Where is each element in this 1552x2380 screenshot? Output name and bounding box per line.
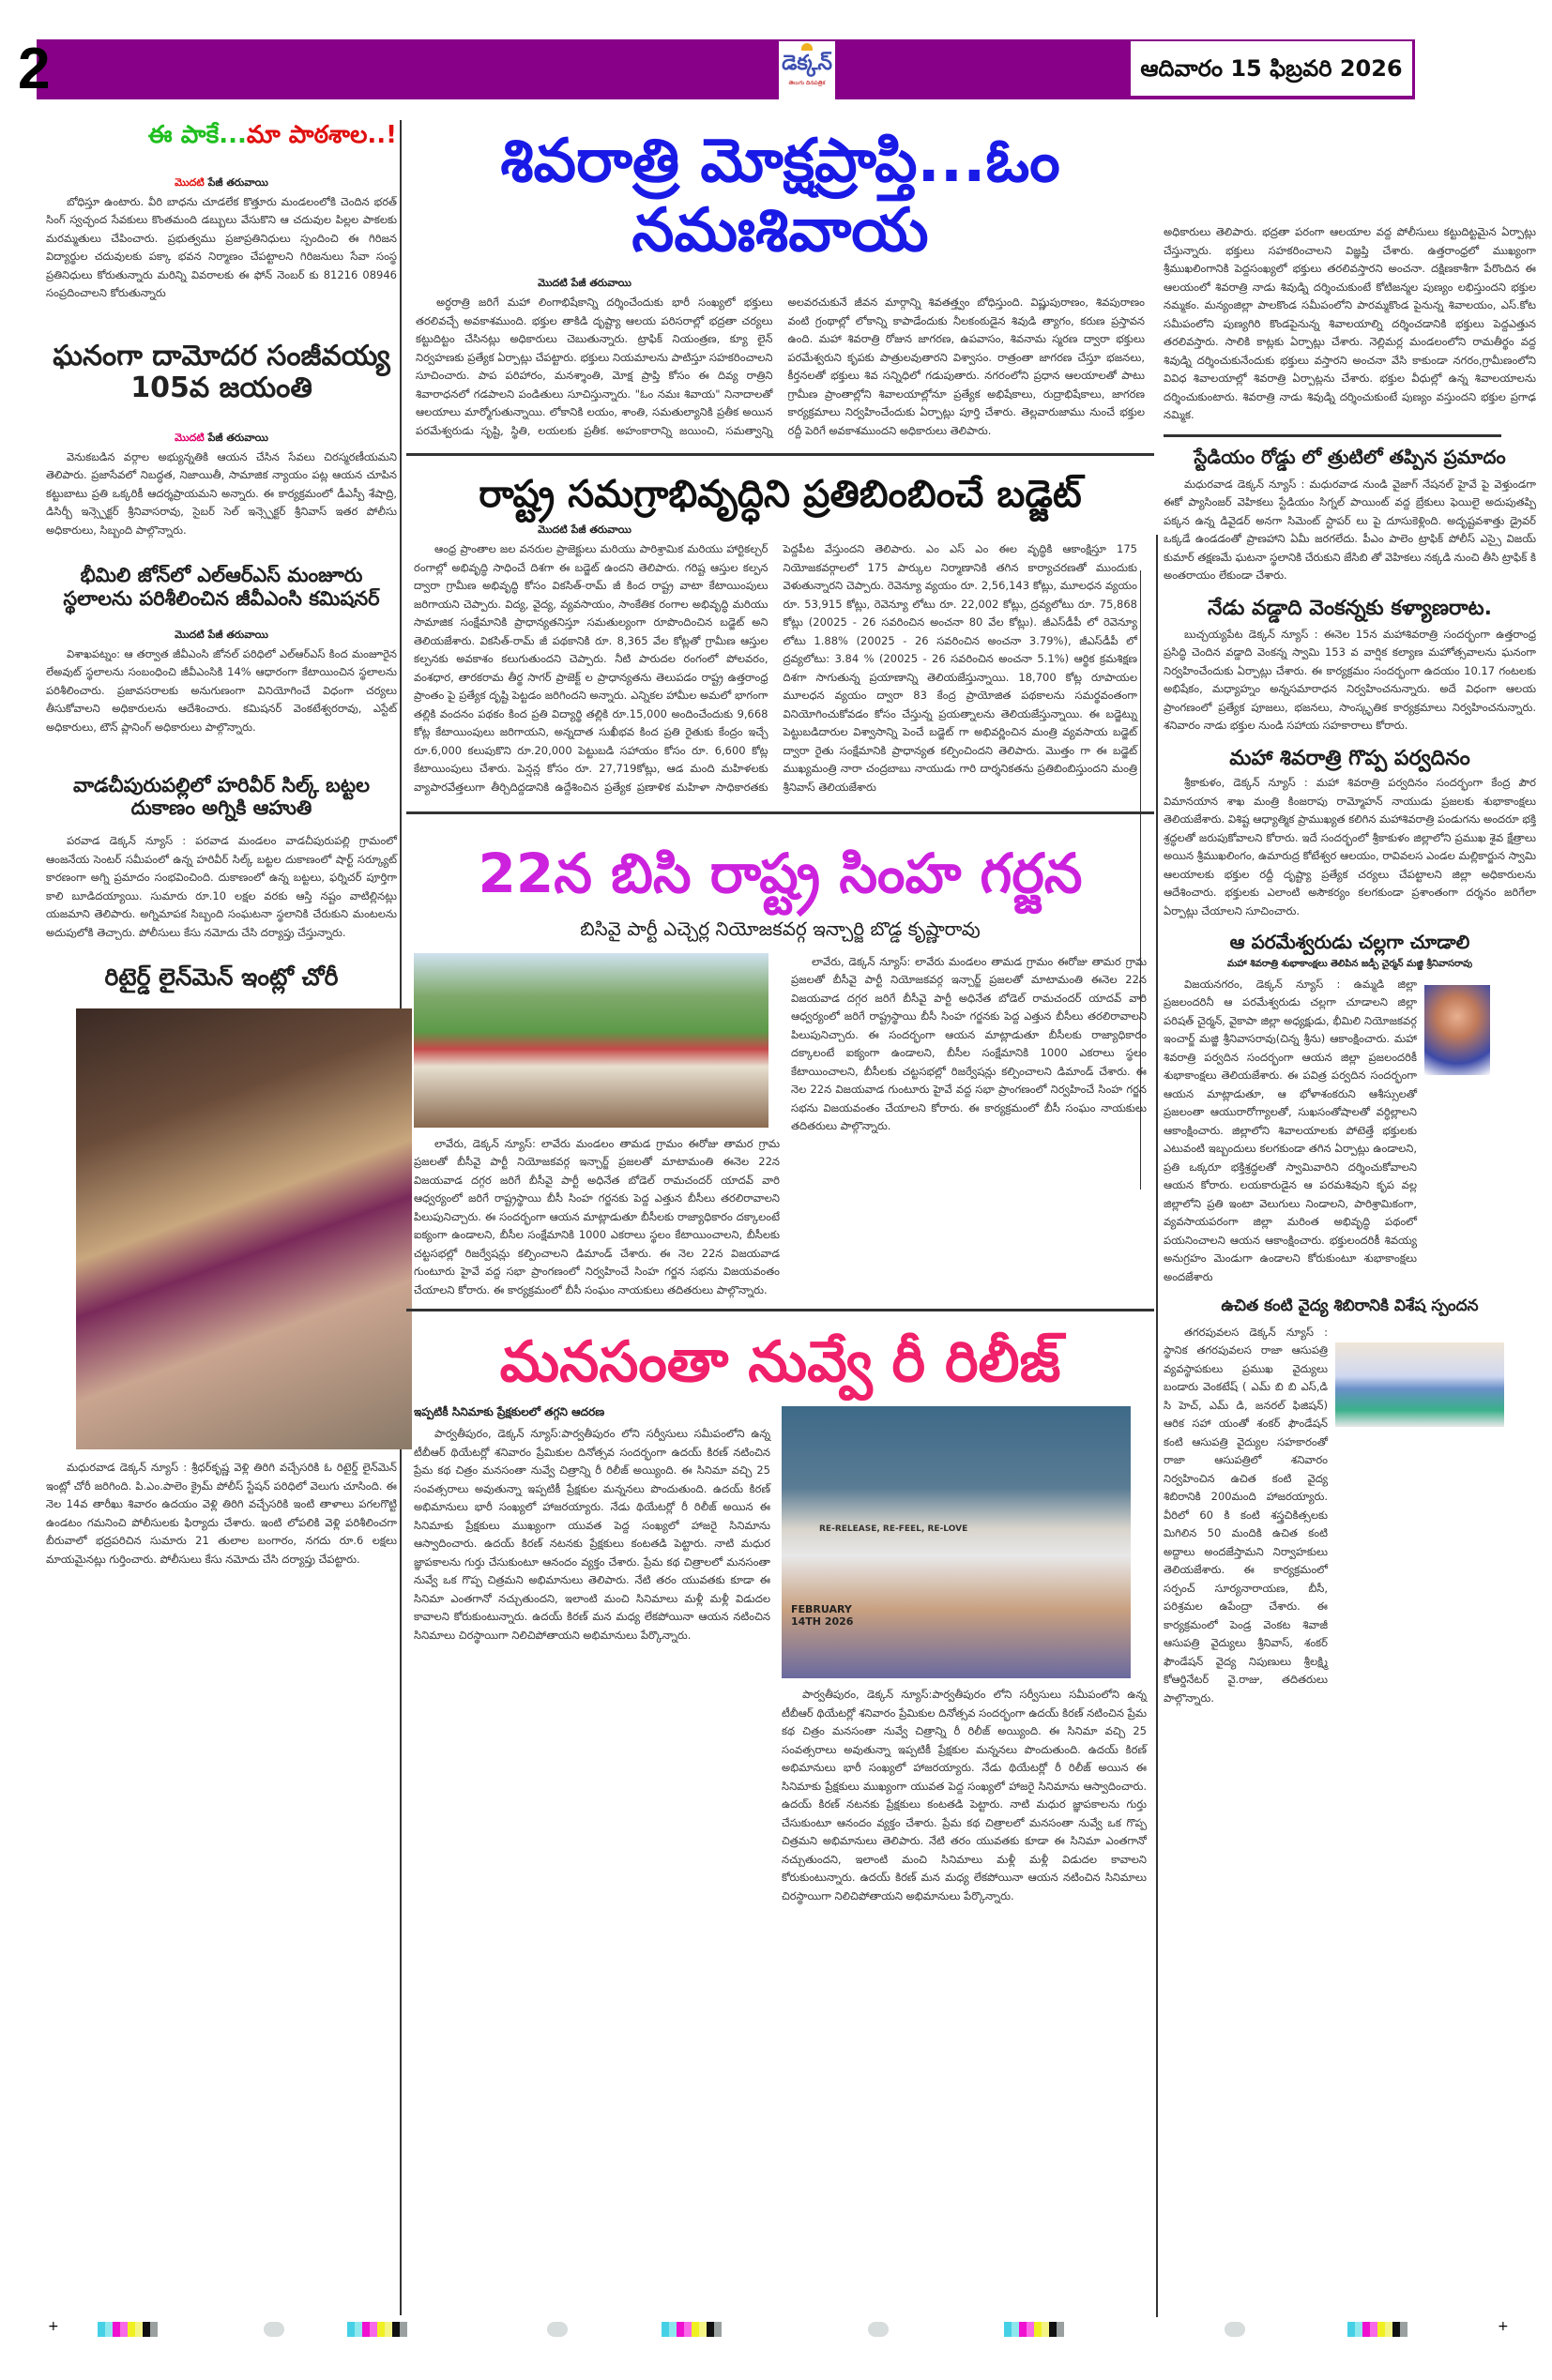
color-swatch <box>347 2322 355 2337</box>
section-divider <box>406 811 1154 814</box>
gray-patch <box>868 2322 889 2337</box>
headline-eye-camp[interactable]: ఉచిత కంటి వైద్య శిబిరానికి విశేష స్పందన <box>1221 1296 1479 1316</box>
article-silk-fire <box>18 774 397 942</box>
byline <box>46 629 397 644</box>
zp-chairman-portrait[interactable] <box>1424 985 1490 1075</box>
movie-headline[interactable]: మనసంతా నువ్వే రీ రిలీజ్ <box>499 1329 1061 1396</box>
color-swatch <box>1385 2322 1392 2337</box>
headline-stadium[interactable]: స్టేడియం రోడ్డు లో త్రుటిలో తప్పిన ప్రమాదం <box>1194 445 1506 468</box>
movie-subhead: ఇప్పటికీ సినిమాకు ప్రేక్షకులలో తగ్గని ఆదరణ <box>414 1405 605 1419</box>
color-swatch <box>128 2322 135 2337</box>
gray-patch <box>547 2322 568 2337</box>
article-eye-camp <box>1164 1297 1536 1707</box>
color-swatch <box>1012 2322 1019 2337</box>
color-swatch <box>120 2322 128 2337</box>
gray-patch <box>264 2322 284 2337</box>
article-body: శ్రీకాకుళం, డెక్కన్ న్యూస్ : మహా శివరాత్రి పర్వదినం సందర్భంగా కేంద్ర పౌర విమానయాన శాఖ మంత్రి కింజరాపు రామ్మోహన్ నాయుడు ప్రజలకు శుభాకాంక్షలు తెలియజేశారు. విశిష్ట ఆధ్యాత్మిక ప్రాముఖ్యత కలిగిన మహాశివరాత్రి పండుగను అందరూ భక్తి శ్రద్ధలతో జరుపుకోవాలని కోరారు. ఇదే సందర్భంలో శ్రీకాకుళం జిల్లాలోని ప్రముఖ శైవ క్షేత్రాలు అయిన శ్రీముఖలింగం, ఉమారుద్ర కోటేశ్వర ఆలయం, రావివలస ఎండల మల్లికార్జున స్వామి ఆలయాలకు భక్తుల రద్దీ దృష్ట్యా ప్రత్యేక చర్యలు చేపట్టాలని జిల్లా అధికారులను ఆదేశించారు. భక్తులకు ఎలాంటి అసౌకర్యం కలగకుండా ప్రశాంతంగా దర్శనం జరిగేలా ఏర్పాట్లు చేయాలని సూచించారు. <box>1164 776 1536 917</box>
headline-vaddadi[interactable]: నేడు వడ్డాది వెంకన్నకు కళ్యాణరాట. <box>1208 596 1492 620</box>
color-swatch <box>1370 2322 1377 2337</box>
continuation-body: అధికారులు తెలిపారు. భద్రతా పరంగా ఆలయాల వద్ద పోలీసులు కట్టుదిట్టమైన ఏర్పాట్లు చేస్తున్నారు. భక్తులు సహకరించాలని విజ్ఞప్తి చేశారు. ఉత్తరాంధ్రలో ముఖ్యంగా శ్రీముఖలింగానికి పెద్దసంఖ్యలో భక్తులు తరలివస్తారని అంచనా. దక్షిణకాశీగా పేరొందిన ఈ ఆలయంలో శివరాత్రి నాడు శివుడ్ని దర్శించుకుంటే కోటిజన్మల పుణ్యం లభిస్తుందని భక్తుల నమ్మకం. మన్యంజిల్లా పాలకొండ సమీపంలోని పారమ్మకొండ పైనున్న శివాలయం, ఎస్.కోట సమీపంలోని పుణ్యగిరి కొండపైనున్న శివాలయాల్ని దర్శించడానికి భక్తులు పెద్దఎత్తున తరలివస్తారు. సాలికి కాట్లకు ఏర్పాట్లు చేశారు. నెల్లిమర్ల మండలంలోని రామతీర్థం వద్ద శివుడ్ని దర్శించుకునేందుకు భక్తులు వస్తారని అంచనా వేసి కాకుండా నగరం,గ్రామీణంలోని వివిధ శివాలయాల్లో శివరాత్రి ఏర్పాట్లను చేశారు. భక్తుల వీధుల్లో ఉన్న శివాలయాలను దర్శించుకుంటారు. శివరాత్రి నాడు శివుడ్ని దర్శించుకుంటే పుణ్యం వస్తుందని భక్తుల ప్రగాఢ నమ్మిక. <box>1164 225 1536 421</box>
color-swatch <box>400 2322 407 2337</box>
section-divider <box>406 453 1154 456</box>
movie-story <box>406 1330 1154 1905</box>
eye-camp-checkup-photo[interactable] <box>1335 1342 1504 1427</box>
bc-headline[interactable]: 22న బిసి రాష్ట్ర సింహ గర్జన <box>478 841 1083 906</box>
color-swatch <box>1377 2322 1385 2337</box>
parameshwara-subhead: మహా శివరాత్రి శుభాకాంక్షలు తెలిపిన జడ్పీ చైర్మన్ మజ్జి శ్రీనివాసరావు <box>1226 959 1473 970</box>
color-swatch <box>677 2322 684 2337</box>
color-swatch <box>707 2322 714 2337</box>
color-swatch <box>1034 2322 1042 2337</box>
color-swatch <box>669 2322 677 2337</box>
article-body: తగరపువలస డెక్కన్ న్యూస్ : స్థానిక తగరపువలస రాజా ఆసుపత్రి వ్యవస్థాపకులు ప్రముఖ వైద్యులు బండారు వెంకటేష్ ( ఎమ్ బి బి ఎస్,డి సి హెచ్, ఎమ్ డి, జనరల్ ఫిజిషన్) ఆరిక సహా యంతో శంకర్ ఫౌండేషన్ కంటి ఆసుపత్రి వైద్యుల సహకారంతో రాజా ఆసుపత్రిలో శనివారం నిర్వహించిన ఉచిత కంటి వైద్య శిబిరానికి 200మంది హాజరయ్యారు. వీరిలో 60 కి కంటి శస్త్రచికిత్సలకు మిగిలిన 50 మందికి ఉచిత కంటి అద్దాలు అందజేస్తామని నిర్వాహకులు తెలియజేశారు. ఈ కార్యక్రమంలో సర్పంచ్ సూర్యనారాయణ, బీసీ, పరిశ్రమల ఉపేంద్రా చేశారు. ఈ కార్యక్రమంలో పెండ్ర వెంకట శివాజీ ఆసుపత్రి వైద్యులు శ్రీనివాస్, శంకర్ ఫౌండేషన్ వైద్య నిపుణులు శ్రీలక్ష్మి కోఆర్డినేటర్ వై.రాజు, తదితరులు పాల్గొన్నారు. <box>1164 1325 1328 1705</box>
issue-date: ఆదివారం 15 ఫిబ్రవరి 2026 <box>1131 41 1412 96</box>
color-swatch <box>1355 2322 1362 2337</box>
article-body: పరవాడ డెక్కన్ న్యూస్ : పరవాడ మండలం వాడచీపురుపల్లి గ్రామంలో ఆంజనేయ సెంటర్ సమీపంలో ఉన్న హరివీర్ సిల్క్ బట్టల దుకాణంలో షార్ట్ సర్క్యూట్ కారణంగా అగ్ని ప్రమాదం సంభవించింది. దుకాణంలో ఉన్న బట్టలు, ఫర్నిచర్ పూర్తిగా కాలి బూడిదయ్యాయి. సుమారు రూ.10 లక్షల వరకు ఆస్తి నష్టం వాటిల్లినట్లు యజమాని తెలిపారు. అగ్నిమాపక సిబ్బంది సంఘటనా స్థలానికి చేరుకుని మంటలను అదుపులోకి తెచ్చారు. పోలీసులు కేసు నమోదు చేసి దర్యాప్తు చేస్తున్నారు. <box>46 834 397 939</box>
poster-tagline: RE-RELEASE, RE-FEEL, RE-LOVE <box>819 1524 968 1535</box>
article-maha-shivaratri <box>1164 747 1536 920</box>
byline-rest: పేజీ తరువాయి <box>207 628 268 641</box>
page-number-box <box>18 37 51 101</box>
color-swatch <box>113 2322 120 2337</box>
page-number: 2 <box>18 37 51 101</box>
article-body: వెనుకబడిన వర్గాల అభ్యున్నతికి ఆయన చేసిన సేవలు చిరస్మరణీయమని తెలిపారు. ప్రజాసేవలో నిబద్ధత, నిజాయితీ, సామాజిక న్యాయం పట్ల ఆయన చూపిన కట్టుబాటు ప్రతి ఒక్కరికీ ఆదర్శప్రాయమని అన్నారు. ఈ కార్యక్రమంలో డీఎస్పీ శేషాద్రి, డిసిర్బీ ఇన్స్పెక్టర్ శ్రీనివాసరావు, సైబర్ సెల్ ఇన్స్పెక్టర్ శ్రీనివాస్ ఇతర పోలీసు అధికారులు, సిబ్బంది పాల్గొన్నారు. <box>46 449 397 537</box>
byline <box>46 176 397 191</box>
headline-part-green: ఈ పాకే... <box>147 121 247 149</box>
color-swatch <box>370 2322 377 2337</box>
article-vaddadi <box>1164 597 1536 735</box>
registration-mark-left-icon: + <box>48 2319 59 2334</box>
bc-story-body-right: లావేరు, డెక్కన్ న్యూస్: లావేరు మండలం తామడ గ్రామం ఈరోజు తామర గ్రామ ప్రజలతో బీసీవై పార్టీ నియోజకవర్గ ఇన్చార్జ్ ప్రజలతో మాటామంతి ఈనెల 22న విజయవాడ దగ్గర జరిగే బీసీవై పార్టీ అధినేత బోడెల్ రామచందర్ యాదవ్ వారి ఆధ్వర్యంలో జరిగే రాష్ట్రస్థాయి బీసీ సింహ గర్జనకు పెద్ద ఎత్తున బీసీలు తరలిరావాలని పిలుపునిచ్చారు. ఈ సందర్భంగా ఆయన మాట్లాడుతూ బీసీలకు రాజ్యాధికారం దక్కాలంటే ఐక్యంగా ఉండాలని, బీసీల సంక్షేమానికి 1000 ఎకరాలు స్థలం కేటాయించాలని, బీసీలకు చట్టసభల్లో రిజర్వేషన్లు కల్పించాలని డిమాండ్ చేశారు. ఈ నెల 22న విజయవాడ గుంటూరు హైవే వద్ద సభా ప్రాంగణంలో నిర్వహించే సింహ గర్జన సభను విజయవంతం చేయాలని కోరారు. ఈ కార్యక్రమంలో బీసీ సంఘం నాయకులు తదితరులు పాల్గొన్నారు. <box>791 954 1147 1133</box>
color-swatch <box>699 2322 707 2337</box>
color-swatch <box>362 2322 370 2337</box>
article-sanjeevaiah <box>18 341 397 540</box>
byline-rest: పేజీ తరువాయి <box>207 175 268 189</box>
color-swatch <box>98 2322 105 2337</box>
movie-story-body-right: పార్వతీపురం, డెక్కన్ న్యూస్:పార్వతీపురం లోని సర్వీసులు సమీపంలోని ఉన్న టీబీఆర్ థియేటర్లో శనివారం ప్రేమికుల దినోత్సవ సందర్భంగా ఉదయ్ కిరణ్ నటించిన ప్రేమ కథ చిత్రం మనసంతా నువ్వే చిత్రాన్ని రీ రిలీజ్ అయ్యింది. ఈ సినిమా వచ్చి 25 సంవత్సరాలు అవుతున్నా ఇప్పటికీ ప్రేక్షకుల మన్ననలు పొందుతుంది. ఉదయ్ కిరణ్ అభిమానులు భారీ సంఖ్యలో హాజరయ్యారు. నేడు థియేటర్లో రీ రిలీజ్ అయిన ఈ సినిమాకు ప్రేక్షకులు ముఖ్యంగా యువత పెద్ద సంఖ్యలో హాజరై సినిమాను ఆస్వాదించారు. ఉదయ్ కిరణ్ నటనకు ప్రేక్షకులు కంటతడి పెట్టారు. నాటి మధుర జ్ఞాపకాలను గుర్తు చేసుకుంటూ ఆనందం వ్యక్తం చేశారు. ప్రేమ కథ చిత్రాలలో మనసంతా నువ్వే ఒక గొప్ప చిత్రమని అభిమానులు తెలిపారు. నేటి తరం యువతకు కూడా ఈ సినిమా ఎంతగానో నచ్చుతుందని, ఇలాంటి మంచి సినిమాలు మళ్లీ మళ్లీ విడుదల కావాలని కోరుకుంటున్నారు. ఉదయ్ కిరణ్ మన మధ్య లేకపోయినా ఆయన నటించిన సినిమాలు చిరస్థాయిగా నిలిచిపోతాయని అభిమానులు పేర్కొన్నారు. <box>782 1688 1147 1902</box>
byline-rest: పేజీ తరువాయి <box>207 431 268 444</box>
color-swatch <box>1362 2322 1370 2337</box>
article-body: విజయనగరం, డెక్కన్ న్యూస్ : ఉమ్మడి జిల్లా ప్రజలందరినీ ఆ పరమేశ్వరుడు చల్లగా చూడాలని జిల్లా పరిషత్ చైర్మన్, వైకాపా జిల్లా అధ్యక్షుడు, భీమిలి నియోజకవర్గ ఇంచార్జ్ మజ్జి శ్రీనివాసరావు(చిన్న శ్రీను) ఆకాంక్షించారు. మహా శివరాత్రి పర్వదిన సందర్భంగా ఆయన జిల్లా ప్రజలందరికీ శుభాకాంక్షలు తెలియజేశారు. ఈ పవిత్ర పర్వదిన సందర్భంగా ఆయన మాట్లాడుతూ, ఆ భోళాశంకరుని ఆశీస్సులతో ప్రజలంతా ఆయురారోగ్యాలతో, సుఖసంతోషాలతో వర్ధిల్లాలని ఆకాంక్షించారు. జిల్లాలోని శివాలయాలకు పోటెత్తే భక్తులకు ఎటువంటి ఇబ్బందులు కలగకుండా తగిన ఏర్పాట్లు ఉండాలని, ప్రతి ఒక్కరూ భక్తిశ్రద్ధలతో స్వామివారిని దర్శించుకోవాలని ఆయన కోరారు. లయకారుడైన ఆ పరమశివుని కృప వల్ల జిల్లాలోని ప్రతి ఇంటా వెలుగులు నిండాలని, పారిశ్రామికంగా, వ్యవసాయపరంగా జిల్లా మరింత అభివృద్ధి పథంలో పయనించాలని ఆయన ఆకాంక్షించారు. భక్తులందరికీ శివయ్య అనుగ్రహం మెండుగా ఉండాలని కోరుకుంటూ శుభాకాంక్షలు అందజేశారు <box>1164 977 1417 1283</box>
lead-headline[interactable]: శివరాత్రి మోక్షప్రాప్తి...ఓం నమఃశివాయ <box>500 127 1060 265</box>
headline-maha-shivaratri[interactable]: మహా శివరాత్రి గొప్ప పర్వదినం <box>1229 746 1470 770</box>
color-swatch <box>150 2322 158 2337</box>
byline <box>46 432 397 447</box>
color-swatch <box>1057 2322 1064 2337</box>
headline-lineman-theft[interactable]: రిటైర్డ్ లైన్‌మెన్ ఇంట్లో చోరీ <box>104 963 339 992</box>
right-column <box>1156 122 1536 1707</box>
color-swatch <box>385 2322 392 2337</box>
logo-tagline: తెలుగు దినపత్రిక <box>788 80 826 86</box>
sun-emblem-icon <box>801 43 813 51</box>
article-body: విశాఖపట్నం: ఆ తర్వాత జీవీఎంసి జోనల్ పరిధిలో ఎల్‌ఆర్‌ఎస్ కింద మంజూరైన లేఅవుట్ స్థలాలను సంబంధించి జీవీఎంసికి 14% ఆధారంగా కేటాయించిన స్థలాలను పరిశీలించారు. ప్రజావసరాలకు అనుగుణంగా వినియోగించే విధంగా చర్యలు తీసుకోవాలని అధికారులను ఆదేశించారు. కమిషనర్ వెంకటేశ్వరరావు, ఎస్టేట్ అధికారులు, టౌన్ ప్లానింగ్ అధికారులు పాల్గొన్నారు. <box>46 646 397 734</box>
color-swatch <box>684 2322 692 2337</box>
color-swatch <box>1392 2322 1400 2337</box>
color-swatch <box>355 2322 362 2337</box>
article-lineman-theft <box>18 964 397 1569</box>
article-body: బుచ్చయ్యపేట డెక్కన్ న్యూస్ : ఈనెల 15న మహాశివరాత్రి సందర్భంగా ఉత్తరాంధ్ర ప్రసిద్ధి చెందిన వడ్డాది వెంకన్న స్వామి 153 వ వార్షిక కల్యాణ మహోత్సవాలను ఘనంగా నిర్వహించేందుకు ఏర్పాట్లు చేశారు. ఈ కార్యక్రమం సందర్భంగా ఉదయం 10.17 గంటలకు అభిషేకం, మధ్యాహ్నం అన్నసమారాధన నిర్వహించనున్నారు. అదే విధంగా ఆలయ ప్రాంగణంలో ప్రత్యేక పూజలు, భజనలు, సాంస్కృతిక కార్యక్రమాలు నిర్వహించనున్నారు. శనివారం నాడు భక్తుల నుండి సహాయ సహకారాలు కోరారు. <box>1164 627 1536 733</box>
color-swatch <box>105 2322 113 2337</box>
lead-story <box>406 122 1154 440</box>
color-swatch <box>1027 2322 1034 2337</box>
headline-parameshwara[interactable]: ఆ పరమేశ్వరుడు చల్లగా చూడాలి <box>1229 931 1470 954</box>
article-stadium-road <box>1164 447 1536 585</box>
bc-story <box>406 842 1154 1299</box>
movie-poster-re-release-photo[interactable] <box>782 1406 1131 1678</box>
movie-story-body: పార్వతీపురం, డెక్కన్ న్యూస్:పార్వతీపురం లోని సర్వీసులు సమీపంలోని ఉన్న టీబీఆర్ థియేటర్లో శనివారం ప్రేమికుల దినోత్సవ సందర్భంగా ఉదయ్ కిరణ్ నటించిన ప్రేమ కథ చిత్రం మనసంతా నువ్వే చిత్రాన్ని రీ రిలీజ్ అయ్యింది. ఈ సినిమా వచ్చి 25 సంవత్సరాలు అవుతున్నా ఇప్పటికీ ప్రేక్షకుల మన్ననలు పొందుతుంది. ఉదయ్ కిరణ్ అభిమానులు భారీ సంఖ్యలో హాజరయ్యారు. నేడు థియేటర్లో రీ రిలీజ్ అయిన ఈ సినిమాకు ప్రేక్షకులు ముఖ్యంగా యువత పెద్ద సంఖ్యలో హాజరై సినిమాను ఆస్వాదించారు. ఉదయ్ కిరణ్ నటనకు ప్రేక్షకులు కంటతడి పెట్టారు. నాటి మధుర జ్ఞాపకాలను గుర్తు చేసుకుంటూ ఆనందం వ్యక్తం చేశారు. ప్రేమ కథ చిత్రాలలో మనసంతా నువ్వే ఒక గొప్ప చిత్రమని అభిమానులు తెలిపారు. నేటి తరం యువతకు కూడా ఈ సినిమా ఎంతగానో నచ్చుతుందని, ఇలాంటి మంచి సినిమాలు మళ్లీ మళ్లీ విడుదల కావాలని కోరుకుంటున్నారు. ఉదయ్ కిరణ్ మన మధ్య లేకపోయినా ఆయన నటించిన సినిమాలు చిరస్థాయిగా నిలిచిపోతాయని అభిమానులు పేర్కొన్నారు. <box>414 1427 770 1642</box>
color-swatch <box>392 2322 400 2337</box>
color-swatch <box>662 2322 669 2337</box>
gray-patch <box>1225 2322 1245 2337</box>
budget-headline[interactable]: రాష్ట్ర సమగ్రాభివృద్ధిని ప్రతిబింబించే బడ్జెట్ <box>479 473 1082 517</box>
color-swatch <box>714 2322 722 2337</box>
budget-story-body: ఆంధ్ర ప్రాంతాల జల వనరుల ప్రాజెక్టులు మరియు పారిశ్రామిక మరియు హార్టికల్చర్ రంగాల్లో అభివృద్ధి సాధించే దిశగా ఈ బడ్జెట్ ఉందని తెలిపారు. గరిష్ట ఆస్తుల కల్పన ద్వారా గ్రామీణ అభివృద్ధి కోసం వికసిత్-రామ్ జీ కింద రాష్ట్ర వాటా కేటాయింపులు జరిగాయని చెప్పారు. విద్య, వైద్య, వ్యవసాయం, సాంకేతిక రంగాల అభివృద్ధి మరియు సామాజిక సంక్షేమానికి ప్రాధాన్యతనిస్తూ సమతుల్యంగా రూపొందించిన బడ్జెట్ అని తెలియజేశారు. వికసిత్-రామ్ జీ పథకానికి రూ. 8,365 వేల కోట్లతో గ్రామీణ ఆస్తుల కల్పనకు అవకాశం కలుగుతుందని చెప్పారు. నీటి పారుదల రంగంలో పోలవరం, వంశధార, తారకరామ తీర్థ సాగర్ ప్రాజెక్ట్ ల ప్రాధాన్యతను తెలుపడం రాష్ట్ర ఉత్తరాంధ్ర ప్రాంతం పై ప్రత్యేక దృష్టి పెట్టడం జరిగిందని అన్నారు. ఎన్నికల హామీల అమలో భాగంగా తల్లికి వందనం పథకం కింద ప్రతి విద్యార్థి తల్లికి రూ.15,000 అందించేందుకు 9,668 కోట్ల కేటాయింపులు జరిగాయని, అన్నదాత సుఖీభవ కింద ప్రతి రైతుకు కేంద్రం ఇచ్చే రూ.6,000 కలుపుకొని రూ.20,000 పెట్టుబడి సహాయం కోసం రూ. 6,600 కోట్ల కేటాయింపులు చేశారు. పెన్షన్ల కోసం రూ. 27,719కోట్లు, ఆడ మంది మహిళలకు వ్యాపారవేత్తలుగా తీర్చిదిద్దడానికి ఉద్దేశించిన ప్రత్యేక ప్రణాళిక మహిళా సాధికారతకు పెద్దపీట వేస్తుందని తెలిపారు. ఎం ఎస్ ఎం ఈల వృద్ధికి ఆకాంక్షిస్తూ 175 నియోజకవర్గాలలో 175 పార్కుల నిర్మాణానికి తగిన కార్యాచరణతో ముందుకు వెళుతున్నారని చెప్పారు. రెవెన్యూ వ్యయం రూ. 2,56,143 కోట్లు, మూలధన వ్యయం రూ. 53,915 కోట్లు, రెవెన్యూ లోటు రూ. 22,002 కోట్లు, ద్రవ్యలోటు రూ. 75,868 కోట్లు (20025 - 26 సవరించిన అంచనా 80 వేల కోట్లు). జీఎస్‌డీపీ లో రెవెన్యూ లోటు 1.88% (20025 - 26 సవరించిన అంచనా 3.79%), జీఎస్‌డీపీ లో ద్రవ్యలోటు: 3.84 % (20025 - 26 సవరించిన అంచనా 5.1%) ఆర్థిక క్రమశిక్షణ దిశగా సాగుతున్న ప్రయాణాన్ని తెలియజేస్తున్నాయి. 18,700 కోట్ల రూపాయల మూలధన వ్యయం ద్వారా 83 కేంద్ర ప్రాయోజిత పథకాలను సమర్థవంతంగా వినియోగించుకోవడం కోసం చేస్తున్న ప్రయత్నాలను తెలియజేస్తున్నాయి. ఈ బడ్జెట్ను పెట్టుబడిదారుల విశ్వాసాన్ని పెంచే బడ్జెట్ గా అభివర్ణించిన మంత్రి వ్యవసాయ బడ్జెట్ ద్వారా రైతు సంక్షేమానికి ప్రాధాన్యత కల్పించిందని తెలిపారు. మొత్తం గా ఈ బడ్జెట్ ముఖ్యమంత్రి నారా చంద్రబాబు నాయుడు గారి దార్శనికతను ప్రతిబింబిస్తుందని మంత్రి శ్రీనివాస్ తెలియజేశారు <box>414 542 1137 794</box>
color-swatch <box>1049 2322 1057 2337</box>
article-school-hut <box>18 122 397 303</box>
article-lrs-commissioner <box>18 564 397 736</box>
left-column <box>18 122 397 1569</box>
bc-story-body-left: లావేరు, డెక్కన్ న్యూస్: లావేరు మండలం తామడ గ్రామం ఈరోజు తామర గ్రామ ప్రజలతో బీసీవై పార్టీ నియోజకవర్గ ఇన్చార్జ్ ప్రజలతో మాటామంతి ఈనెల 22న విజయవాడ దగ్గర జరిగే బీసీవై పార్టీ అధినేత బోడెల్ రామచందర్ యాదవ్ వారి ఆధ్వర్యంలో జరిగే రాష్ట్రస్థాయి బీసీ సింహ గర్జనకు పెద్ద ఎత్తున బీసీలు తరలిరావాలని పిలుపునిచ్చారు. ఈ సందర్భంగా ఆయన మాట్లాడుతూ బీసీలకు రాజ్యాధికారం దక్కాలంటే ఐక్యంగా ఉండాలని, బీసీల సంక్షేమానికి 1000 ఎకరాలు స్థలం కేటాయించాలని, బీసీలకు చట్టసభల్లో రిజర్వేషన్లు కల్పించాలని డిమాండ్ చేశారు. ఈ నెల 22న విజయవాడ గుంటూరు హైవే వద్ద సభా ప్రాంగణంలో నిర్వహించే సింహ గర్జన సభను విజయవంతం చేయాలని కోరారు. ఈ కార్యక్రమంలో బీసీ సంఘం నాయకులు తదితరులు పాల్గొన్నారు. <box>414 1136 780 1296</box>
color-calibration-bar <box>98 2322 158 2337</box>
byline-red: మొదటి <box>175 431 205 444</box>
logo-name: డెక్కన్ <box>782 51 832 74</box>
byline: మొదటి పేజీ తరువాయి <box>538 523 631 537</box>
burgled-cupboard-photo[interactable] <box>76 1008 412 1449</box>
color-calibration-bar <box>347 2322 407 2337</box>
article-body: బోధిస్తూ ఉంటారు. వీరి బాధను చూడలేక కొత్తూరు మండలంలోకి చెందిన భరత్ సింగ్ స్వచ్ఛంద సేవకులు కొంతమంది డబ్బులు వేసుకొని ఆ చదువుల పిల్లల పాకలకు మరమ్మతులు చేపించారు. ప్రభుత్వము ప్రజాప్రతినిధులు స్పందించి ఈ గిరిజన విద్యార్థుల చదువులకు పక్కా భవన నిర్మాణం చేపట్టాలని గిరిజనులు సేవా సంస్థ ప్రతినిధులు కోరుతున్నారు మరిన్ని వివరాలకు ఈ ఫోన్ నెంబర్ కు 81216 08946 సంప్రదించాలని కోరుతున్నారు <box>46 194 397 300</box>
article-body: మధురవాడ డెక్కన్ న్యూస్ : మధురవాడ నుండి వైజాగ్ నేషనల్ హైవే పై వెళ్తుండగా ఈకో ప్యాసింజర్ వెహికలు స్టేడియం సిగ్నల్ పాయింట్ వద్ద బ్రేకులు ఫెయిలై అదుపుతప్పి పక్కన ఉన్న డివైడర్ అనగా సిమెంట్ స్టాపర్ లు పై దూసుకెళ్లింది. అదృష్టవశాత్తు డ్రైవర్ ఒక్కడే ఉండడంతో ప్రాణహాని ఏమీ జరగలేదు. పీఎం పాలెం ట్రాఫిక్ పోలీస్ ఎస్సై విజయ్ కుమార్ తక్షణమే ఘటనా స్థలానికి చేరుకుని జేసిబి తో వెహికలు నక్కడి నుంచి తీసి ట్రాఫిక్ కి అంతరాయం లేకుండా చేశారు. <box>1164 477 1536 582</box>
lead-story-continuation <box>1164 223 1536 425</box>
poster-release-date: FEBRUARY 14TH 2026 <box>791 1603 854 1629</box>
color-swatch <box>692 2322 699 2337</box>
lead-story-body: అర్ధరాత్రి జరిగే మహా లింగాభిషేకాన్ని దర్శించేందుకు భారీ సంఖ్యలో భక్తులు తరలివచ్చే అవకాశముంది. భక్తుల తాకిడి దృష్ట్యా ఆలయ పరిసరాల్లో భద్రతా చర్యలు కట్టుదిట్టం చేసినట్లు అధికారులు చెబుతున్నారు. ట్రాఫిక్ నియంత్రణ, క్యూ లైన్ నిర్వహణకు ప్రత్యేక ఏర్పాట్లు చేపట్టారు. భక్తులు నియమాలను పాటిస్తూ సహకరించాలని సూచించారు. పాప పరిహారం, మనశ్శాంతి, మోక్ష ప్రాప్తి కోసం ఈ దివ్య రాత్రిని శివారాధనలో గడపాలని పండితులు సూచిస్తున్నారు. "ఓం నమః శివాయ" నినాదాలతో ఆలయాలు మార్మోగుతున్నాయి. లోకానికి లయం, శాంతి, సమతుల్యానికి ప్రతీక అయిన పరమేశ్వరుడు సృష్టి, స్థితి, లయలకు ప్రతీక. అహంకారాన్ని జయించి, సమత్వాన్ని అలవరచుకునే జీవన మార్గాన్ని శివతత్త్వం బోధిస్తుంది. విష్ణుపురాణం, శివపురాణం వంటి గ్రంథాల్లో లోకాన్ని కాపాడేందుకు నీలకంఠుడైన శివుడి త్యాగం, కరుణ ప్రస్తావన ఉంది. మహా శివరాత్రి రోజున జాగరణ, ఉపవాసం, శివనామ స్మరణ ద్వారా భక్తులు పరమేశ్వరుని కృపకు పాత్రులవుతారని విశ్వాసం. రాత్రంతా జాగరణ చేస్తూ భజనలు, కీర్తనలతో భక్తులు శివ సన్నిధిలో గడుపుతారు. నగరంలోని ప్రధాన ఆలయాలతో పాటు గ్రామీణ ప్రాంతాల్లోని శివాలయాల్లోనూ ప్రత్యేక అభిషేకాలు, రుద్రాభిషేకాలు, జాగరణ కార్యక్రమాలు నిర్వహించేందుకు ఏర్పాట్లు పూర్తి చేశారు. తెల్లవారుజాము నుంచే భక్తుల రద్దీ పెరిగే అవకాశముందని అధికారులు తెలిపారు. <box>416 296 1145 437</box>
color-swatch <box>1347 2322 1355 2337</box>
newspaper-logo[interactable] <box>779 41 835 99</box>
section-divider <box>406 1309 1154 1311</box>
article-parameshwara <box>1164 932 1536 1286</box>
color-swatch <box>143 2322 150 2337</box>
registration-mark-right-icon: + <box>1498 2319 1509 2334</box>
article-body: మధురవాడ డెక్కన్ న్యూస్ : శ్రీధర్‌కృష్ణ వెళ్లి తిరిగి వచ్చేసరికి ఓ రిటైర్డ్ లైన్‌మెన్ ఇంట్లో చోరీ జరిగింది. పి.ఎం.పాలెం క్రైమ్ పోలీస్ స్టేషన్ పరిధిలో వెలుగు చూసింది. ఈ నెల 14వ తారీఖు శివారం ఉదయం వెళ్లి తిరిగి వచ్చేసరికి ఇంటి తాళాలు పగలగొట్టి ఉండటం గమనించి పోలీసులకు ఫిర్యాదు చేశారు. ఇంటి లోపలికి వెళ్లి పరిశీలించగా బీరువాలో భద్రపరిచిన సుమారు 21 తులాల బంగారం, నగదు రూ.6 లక్షలు మాయమైనట్లు గుర్తించారు. పోలీసులు కేసు నమోదు చేసి దర్యాప్తు చేపట్టారు. <box>46 1461 397 1566</box>
color-calibration-bar <box>1347 2322 1407 2337</box>
budget-story <box>406 473 1154 796</box>
bc-subhead: బిసివై పార్టీ ఎచ్చెర్ల నియోజకవర్గ ఇన్చార్జి బొడ్డ కృష్ణారావు <box>580 917 981 940</box>
color-swatch <box>1400 2322 1407 2337</box>
headline-sanjeevaiah[interactable]: ఘనంగా దామోదర సంజీవయ్య 105వ జయంతి <box>53 339 390 405</box>
headline-lrs[interactable]: భీమిలి జోన్‌లో ఎల్‌ఆర్‌ఎస్ మంజూరు స్థలాలను పరిశీలించిన జీవీఎంసి కమిషనర్ <box>63 564 380 610</box>
group-holding-posters-photo[interactable] <box>414 953 768 1128</box>
color-swatch <box>1042 2322 1049 2337</box>
section-divider <box>1164 434 1501 437</box>
color-swatch <box>377 2322 385 2337</box>
color-calibration-bar <box>1004 2322 1064 2337</box>
color-swatch <box>1004 2322 1012 2337</box>
color-calibration-bar <box>662 2322 722 2337</box>
color-swatch <box>135 2322 143 2337</box>
headline-school-hut[interactable] <box>46 122 397 150</box>
headline-part-red: మా పాఠశాల..! <box>246 121 397 149</box>
color-swatch <box>1019 2322 1027 2337</box>
headline-silk-fire[interactable]: వాడచీపురుపల్లిలో హరివీర్ సిల్క్ బట్టల దుకాణం అగ్నికి ఆహుతి <box>72 774 371 820</box>
middle-column <box>406 122 1154 1905</box>
byline-red: మొదటి <box>175 175 205 189</box>
byline: మొదటి పేజీ తరువాయి <box>538 277 631 290</box>
byline-red: మొదటి <box>175 628 205 641</box>
